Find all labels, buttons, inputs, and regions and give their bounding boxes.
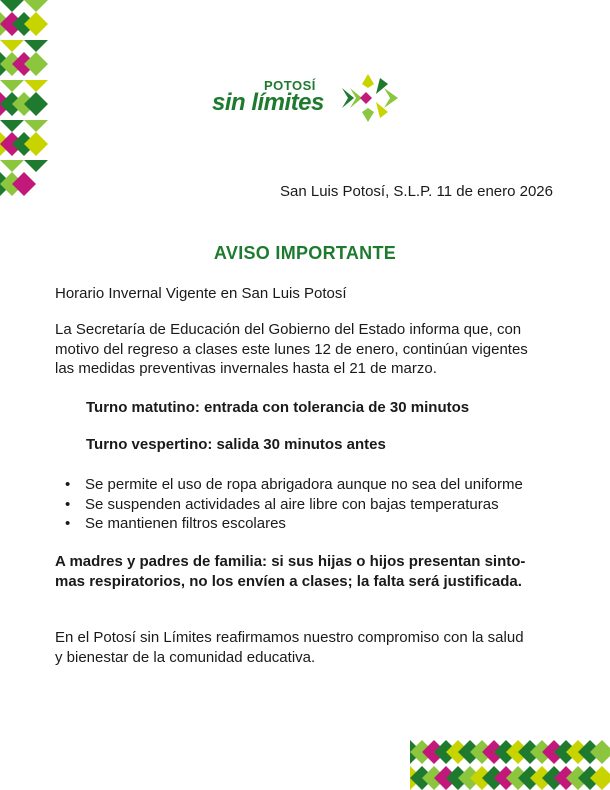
logo-text-top: POTOSÍ xyxy=(264,78,316,93)
parents-notice-line: A madres y padres de familia: si sus hijas o hijos presentan sinto- xyxy=(55,553,526,570)
list-item: • Se mantienen filtros escolares xyxy=(55,514,523,534)
afternoon-shift-line: Turno vespertino: salida 30 minutos antes xyxy=(86,436,386,453)
decorative-pattern-left xyxy=(0,0,48,200)
intro-paragraph xyxy=(55,320,555,379)
notice-title: AVISO IMPORTANTE xyxy=(213,243,397,263)
logo-chevron-mark-icon xyxy=(340,70,402,126)
date-line: San Luis Potosí, S.L.P. 11 de enero 2026 xyxy=(280,183,553,200)
parents-notice xyxy=(55,552,560,591)
morning-shift-line: Turno matutino: entrada con tolerancia de 30 minutos xyxy=(86,399,470,416)
list-item: • Se suspenden actividades al aire libre con bajas temperaturas xyxy=(55,495,523,515)
notice-subtitle: Horario Invernal Vigente en San Luis Potosí xyxy=(55,285,347,302)
closing-line: y bienestar de la comunidad educativa. xyxy=(55,648,316,666)
list-item: • Se permite el uso de ropa abrigadora aunque no sea del uniforme xyxy=(55,475,523,495)
closing-paragraph xyxy=(55,628,555,667)
decorative-pattern-bottom xyxy=(410,740,610,790)
logo-text-bottom: sin límites xyxy=(212,89,324,116)
measures-list xyxy=(55,475,523,534)
intro-line: motivo del regreso a clases este lunes 12 de enero, continúan vigentes xyxy=(55,340,528,358)
closing-line: En el Potosí sin Límites reafirmamos nuestro compromiso con la salud xyxy=(55,629,524,646)
intro-line: La Secretaría de Educación del Gobierno del Estado informa que, con xyxy=(55,321,522,338)
intro-line: las medidas preventivas invernales hasta el 21 de marzo. xyxy=(55,360,437,377)
parents-notice-line: mas respiratorios, no los envíen a clases; la falta será justificada. xyxy=(55,572,522,590)
potosi-sin-limites-logo xyxy=(212,70,412,126)
